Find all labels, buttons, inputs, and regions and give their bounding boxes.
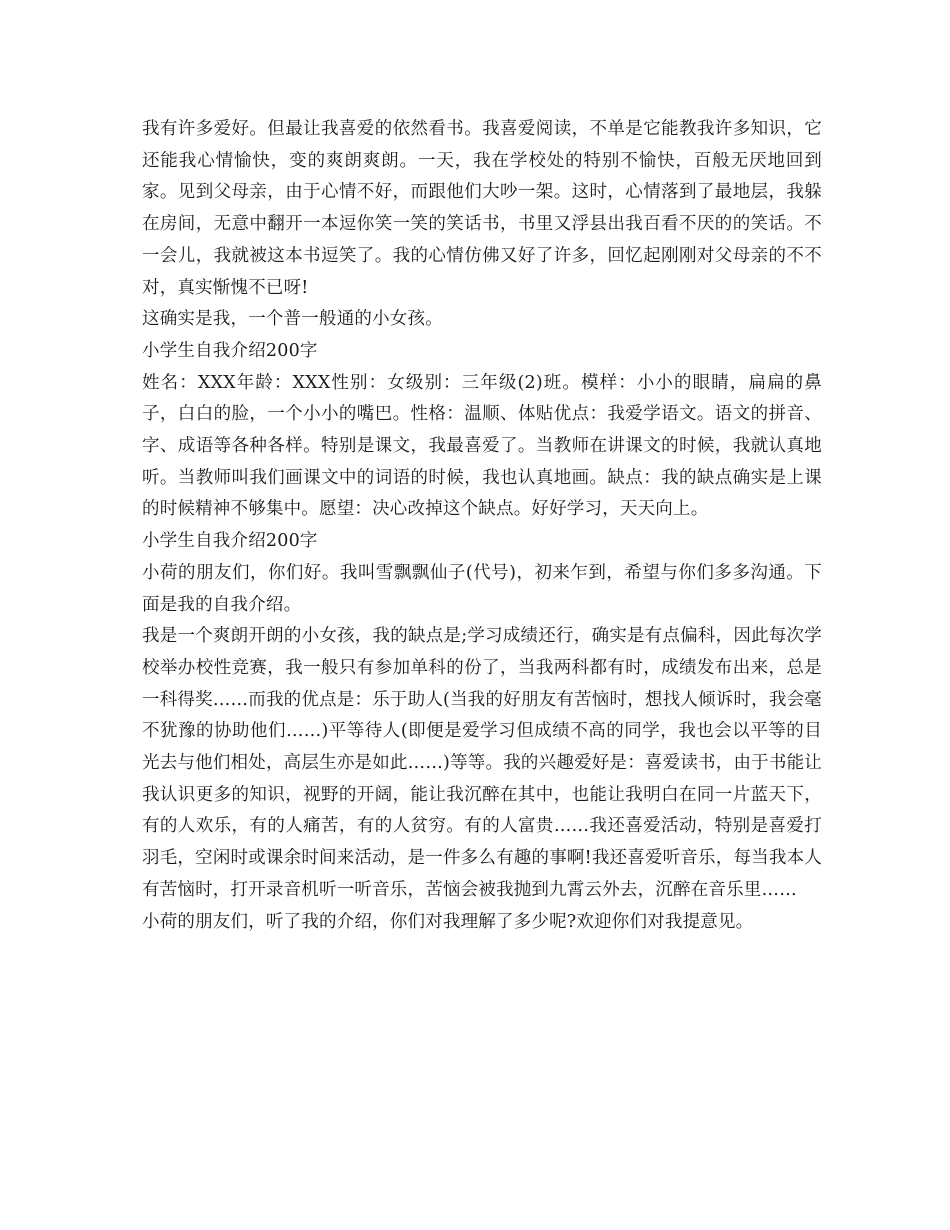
- paragraph-closing: 小荷的朋友们，听了我的介绍，你们对我理解了多少呢?欢迎你们对我提意见。: [142, 911, 754, 932]
- paragraph-summary: 这确实是我，一个普一般通的小女孩。: [142, 309, 443, 330]
- paragraph-hobbies: 我有许多爱好。但最让我喜爱的依然看书。我喜爱阅读，不单是它能教我许多知识，它还能我心情愉快，变的爽朗爽朗。一天，我在学校处的特别不愉快，百般无厌地回到家。见到父母亲，由于心情不好，而跟他们大吵一架。这时，心情落到了最地层，我躲在房间，无意中翻开一本逗你笑一笑的笑话书，书里又浮县出我百看不厌的的笑话。不一会儿，我就被这本书逗笑了。我的心情仿佛又好了许多，回忆起刚刚对父母亲的不不对，真实惭愧不已呀!: [142, 119, 822, 298]
- document-page: [142, 114, 822, 938]
- section-heading: 小学生自我介绍200字: [142, 340, 318, 361]
- section-heading: 小学生自我介绍200字: [142, 531, 318, 552]
- paragraph-profile: 姓名：XXX年龄：XXX性别：女级别：三年级(2)班。模样：小小的眼睛，扁扁的鼻子，白白的脸，一个小小的嘴巴。性格：温顺、体贴优点：我爱学语文。语文的拼音、字、成语等各种各样。特别是课文，我最喜爱了。当教师在讲课文的时候，我就认真地听。当教师叫我们画课文中的词语的时候，我也认真地画。缺点：我的缺点确实是上课的时候精神不够集中。愿望：决心改掉这个缺点。好好学习，天天向上。: [142, 372, 822, 520]
- paragraph-greeting: 小荷的朋友们，你们好。我叫雪飘飘仙子(代号)，初来乍到，希望与你们多多沟通。下面是我的自我介绍。: [142, 562, 822, 615]
- paragraph-self-introduction: 我是一个爽朗开朗的小女孩，我的缺点是;学习成绩还行，确实是有点偏科，因此每次学校举办校性竞赛，我一般只有参加单科的份了，当我两科都有时，成绩发布出来，总是一科得奖……而我的优点是：乐于助人(当我的好朋友有苦恼时，想找人倾诉时，我会毫不犹豫的协助他们……)平等待人(即便是爱学习但成绩不高的同学，我也会以平等的目光去与他们相处，高层生亦是如此……)等等。我的兴趣爱好是：喜爱读书，由于书能让我认识更多的知识，视野的开阔，能让我沉醉在其中，也能让我明白在同一片蓝天下，有的人欢乐，有的人痛苦，有的人贫穷。有的人富贵……我还喜爱活动，特别是喜爱打羽毛，空闲时或课余时间来活动，是一件多么有趣的事啊!我还喜爱听音乐，每当我本人有苦恼时，打开录音机听一听音乐，苦恼会被我抛到九霄云外去，沉醉在音乐里……: [142, 626, 822, 900]
